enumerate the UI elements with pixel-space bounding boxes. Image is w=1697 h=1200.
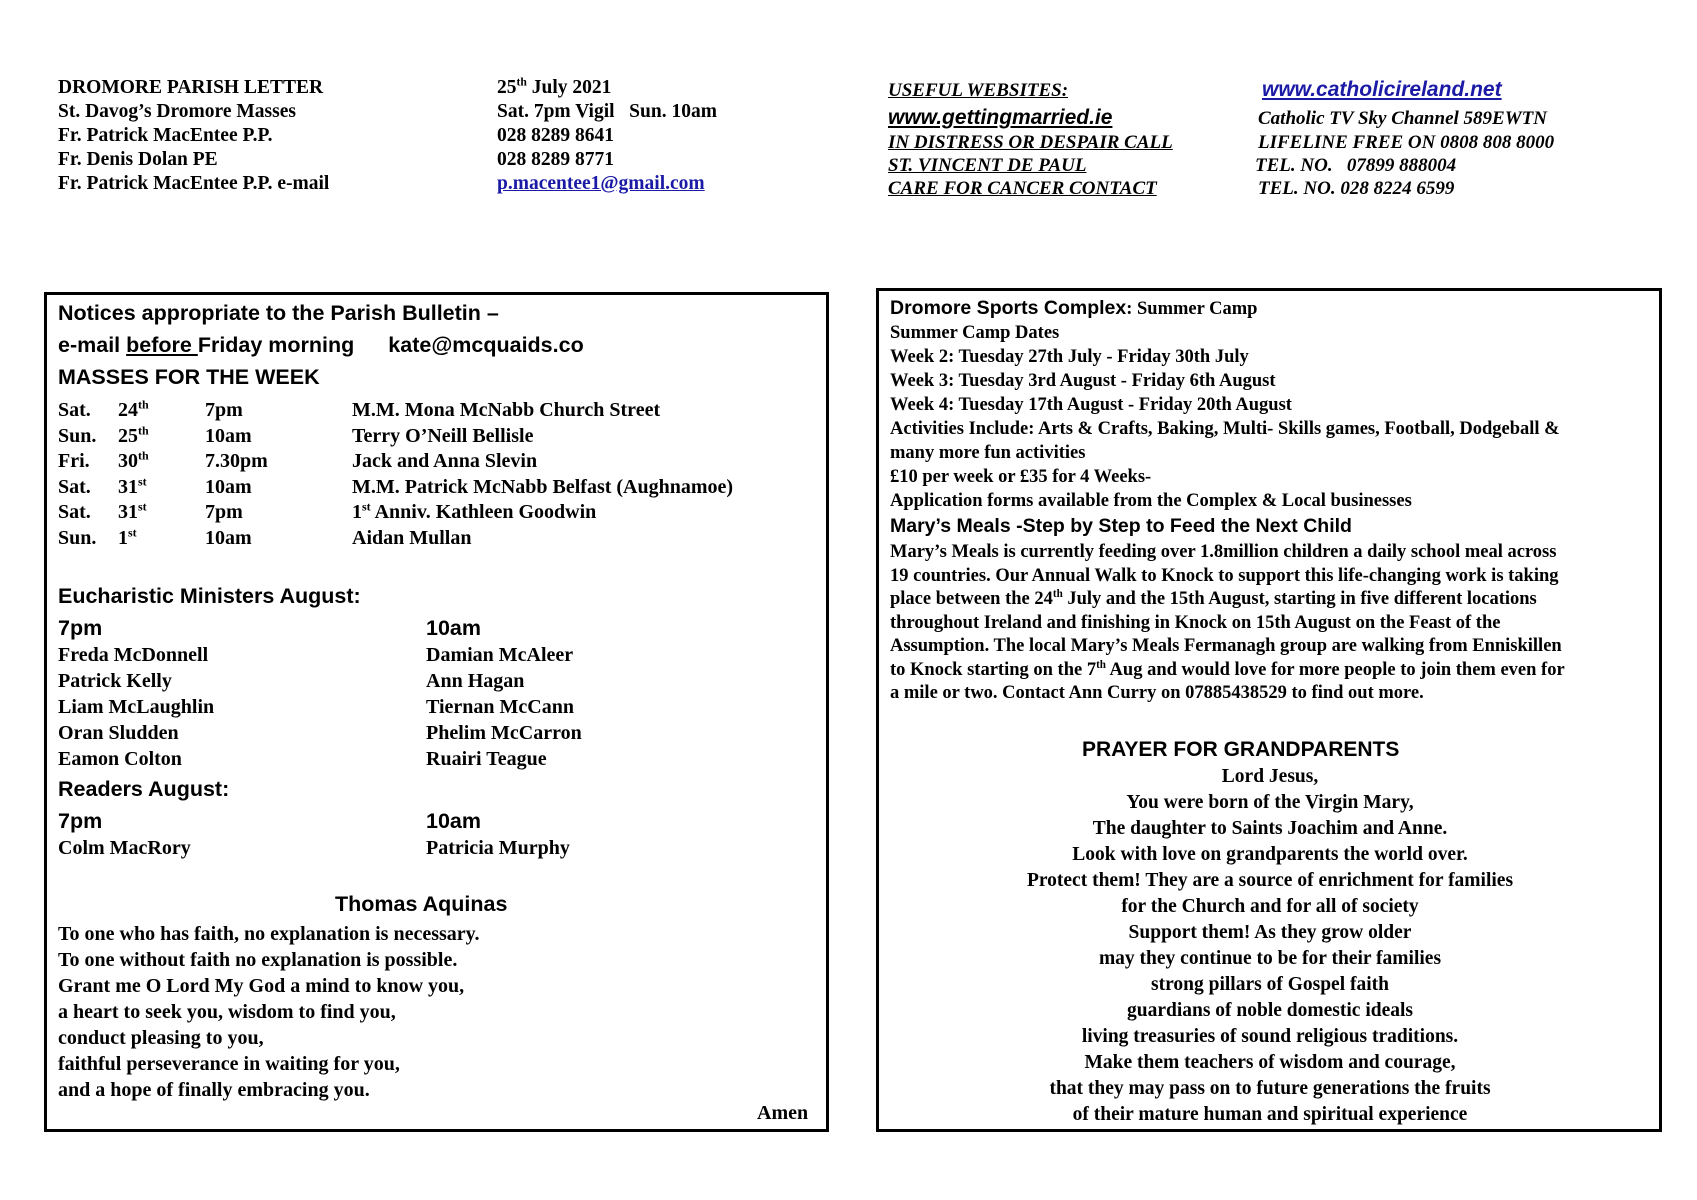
- mass-day: Sat.: [58, 501, 91, 523]
- sports-line: Week 2: Tuesday 27th July - Friday 30th July: [890, 347, 1249, 367]
- minister-10am: Ann Hagan: [426, 670, 525, 692]
- prayer-line: Protect them! They are a source of enrichment for families: [1026, 870, 1514, 891]
- minister-10am: Damian McAleer: [426, 644, 574, 666]
- mass-day: Sat.: [58, 476, 91, 498]
- aquinas-line: Grant me O Lord My God a mind to know you,: [58, 975, 465, 997]
- prayer-text: [880, 764, 1660, 1128]
- mm-line-3: place between the 24th July and the 15th August, starting in five different locations: [890, 587, 1537, 609]
- mass-date: 31st: [118, 499, 147, 523]
- prayer-line: Look with love on grandparents the world over.: [1072, 844, 1468, 865]
- mass-time: 7.30pm: [205, 450, 268, 472]
- minister-10am: Tiernan McCann: [426, 696, 574, 718]
- parish-header-values: [497, 76, 717, 196]
- eucharistic-title: Eucharistic Ministers August:: [58, 584, 361, 608]
- header-line-priest: Fr. Patrick MacEntee P.P.: [58, 125, 273, 146]
- header-line-pe: Fr. Denis Dolan PE: [58, 149, 218, 170]
- svdp-label: ST. VINCENT DE PAUL: [888, 155, 1087, 176]
- masses-title: MASSES FOR THE WEEK: [58, 365, 320, 389]
- mm-line-4: throughout Ireland and finishing in Knock on 15th August on the Feast of the: [890, 612, 1501, 633]
- aquinas-line: conduct pleasing to you,: [58, 1027, 264, 1049]
- mass-intention: M.M. Mona McNabb Church Street: [352, 399, 661, 421]
- header-phone-1: 028 8289 8641: [497, 125, 614, 146]
- prayer-line: Support them! As they grow older: [1128, 922, 1412, 943]
- prayer-line: that they may pass on to future generations the fruits: [1049, 1078, 1491, 1099]
- mass-day: Fri.: [58, 450, 90, 472]
- sports-line: Activities Include: Arts & Crafts, Baking, Multi- Skills games, Football, Dodgeball &: [890, 419, 1560, 439]
- mass-intention: Aidan Mullan: [352, 527, 472, 549]
- mass-intention: Terry O’Neill Bellisle: [352, 425, 534, 447]
- mass-day: Sun.: [58, 425, 97, 447]
- mass-date: 25th: [118, 423, 149, 447]
- readers-10am-head: 10am: [426, 809, 481, 833]
- header-line-title: DROMORE PARISH LETTER: [58, 77, 324, 98]
- minister-7pm: Patrick Kelly: [58, 670, 172, 692]
- parish-header: [58, 76, 329, 196]
- header-line-church: St. Davog’s Dromore Masses: [58, 101, 296, 122]
- eucharistic-10am-head: 10am: [426, 616, 481, 640]
- mass-day: Sat.: [58, 399, 91, 421]
- mm-line-1: Mary’s Meals is currently feeding over 1.8million children a daily school meal across: [890, 542, 1557, 562]
- sports-line: £10 per week or £35 for 4 Weeks-: [890, 467, 1152, 487]
- aquinas-line: To one without faith no explanation is possible.: [58, 949, 458, 971]
- aquinas-amen: Amen: [757, 1102, 809, 1124]
- svdp-value: TEL. NO. 07899 888004: [1255, 155, 1457, 176]
- mass-intention: Jack and Anna Slevin: [352, 450, 538, 472]
- mass-day: Sun.: [58, 527, 97, 549]
- distress-value: LIFELINE FREE ON 0808 808 8000: [1258, 132, 1555, 153]
- mass-time: 7pm: [205, 399, 243, 421]
- mass-time: 10am: [205, 527, 252, 549]
- aquinas-line: To one who has faith, no explanation is necessary.: [58, 923, 480, 945]
- prayer-line: guardians of noble domestic ideals: [1126, 1000, 1414, 1021]
- mass-intention: M.M. Patrick McNabb Belfast (Aughnamoe): [352, 476, 734, 498]
- header-phone-2: 028 8289 8771: [497, 149, 614, 170]
- mass-time: 10am: [205, 476, 252, 498]
- sports-line: Application forms available from the Complex & Local businesses: [890, 491, 1412, 511]
- notices-email-line: e-mail before Friday morning kate@mcquaids.co: [58, 333, 584, 357]
- prayer-line: You were born of the Virgin Mary,: [1126, 792, 1414, 813]
- sports-line: Week 4: Tuesday 17th August - Friday 20th August: [890, 395, 1292, 415]
- prayer-line: may they continue to be for their families: [1098, 948, 1442, 969]
- minister-7pm: Eamon Colton: [58, 748, 182, 770]
- mm-line-7: a mile or two. Contact Ann Curry on 07885438529 to find out more.: [890, 683, 1424, 703]
- eucharistic-7pm-head: 7pm: [58, 616, 103, 640]
- cancer-label: CARE FOR CANCER CONTACT: [888, 178, 1157, 199]
- cancer-value: TEL. NO. 028 8224 6599: [1258, 178, 1455, 199]
- sports-line: many more fun activities: [890, 443, 1086, 463]
- sports-title-line: Dromore Sports Complex: Summer Camp: [890, 297, 1258, 319]
- minister-10am: Phelim McCarron: [426, 722, 582, 744]
- header-email-link[interactable]: p.macentee1@gmail.com: [497, 173, 705, 194]
- distress-label: IN DISTRESS OR DESPAIR CALL: [888, 132, 1173, 153]
- aquinas-line: a heart to seek you, wisdom to find you,: [58, 1001, 396, 1023]
- mm-line-6: to Knock starting on the 7th Aug and would love for more people to join them even for: [890, 658, 1565, 680]
- mass-date: 30th: [118, 448, 149, 472]
- sports-title: Dromore Sports Complex: [890, 297, 1127, 319]
- reader-10am: Patricia Murphy: [426, 837, 570, 859]
- mass-date: 24th: [118, 397, 149, 421]
- prayer-line: for the Church and for all of society: [1121, 896, 1419, 917]
- minister-7pm: Oran Sludden: [58, 722, 179, 744]
- cancer-row: [888, 177, 1468, 201]
- aquinas-line: and a hope of finally embracing you.: [58, 1079, 370, 1101]
- minister-10am: Ruairi Teague: [426, 748, 547, 770]
- marys-meals-title: Mary’s Meals -Step by Step to Feed the Next Child: [890, 515, 1352, 537]
- prayer-line: living treasuries of sound religious traditions.: [1081, 1026, 1459, 1047]
- prayer-title: PRAYER FOR GRANDPARENTS: [1082, 738, 1400, 761]
- sports-line: Summer Camp Dates: [890, 323, 1060, 343]
- prayer-line: Lord Jesus,: [1221, 766, 1319, 787]
- websites-title: USEFUL WEBSITES:: [888, 80, 1069, 101]
- mass-time: 7pm: [205, 501, 243, 523]
- prayer-line: of their mature human and spiritual experience: [1072, 1104, 1468, 1125]
- prayer-line: Make them teachers of wisdom and courage,: [1084, 1052, 1456, 1073]
- catholicireland-link[interactable]: www.catholicireland.net: [1262, 78, 1502, 101]
- prayer-line: strong pillars of Gospel faith: [1151, 974, 1389, 995]
- sports-line: Week 3: Tuesday 3rd August - Friday 6th August: [890, 371, 1276, 391]
- header-line-email-label: Fr. Patrick MacEntee P.P. e-mail: [58, 173, 330, 194]
- readers-7pm-head: 7pm: [58, 809, 103, 833]
- prayer-line: The daughter to Saints Joachim and Anne.: [1092, 818, 1448, 839]
- mm-line-2: 19 countries. Our Annual Walk to Knock to support this life-changing work is taking: [890, 565, 1559, 586]
- mm-line-5: Assumption. The local Mary’s Meals Fermanagh group are walking from Enniskillen: [890, 636, 1562, 656]
- distress-row: [888, 131, 1578, 155]
- notices-email[interactable]: kate@mcquaids.co: [388, 333, 584, 357]
- minister-7pm: Freda McDonnell: [58, 644, 209, 666]
- header-date: 25th July 2021: [497, 75, 612, 98]
- gettingmarried-link[interactable]: www.gettingmarried.ie: [888, 106, 1113, 129]
- header-mass-times: Sat. 7pm Vigil Sun. 10am: [497, 101, 717, 122]
- aquinas-title: Thomas Aquinas: [335, 892, 508, 916]
- mass-date: 31st: [118, 474, 147, 498]
- reader-7pm: Colm MacRory: [58, 837, 191, 859]
- mass-time: 10am: [205, 425, 252, 447]
- minister-7pm: Liam McLaughlin: [58, 696, 215, 718]
- notices-heading: Notices appropriate to the Parish Bulletin –: [58, 301, 499, 325]
- readers-title: Readers August:: [58, 777, 230, 801]
- mass-date: 1st: [118, 525, 137, 549]
- svdp-row: [888, 154, 1468, 178]
- mass-intention: 1st Anniv. Kathleen Goodwin: [352, 499, 597, 523]
- aquinas-line: faithful perseverance in waiting for you,: [58, 1053, 400, 1075]
- catholic-tv: Catholic TV Sky Channel 589EWTN: [1258, 108, 1547, 129]
